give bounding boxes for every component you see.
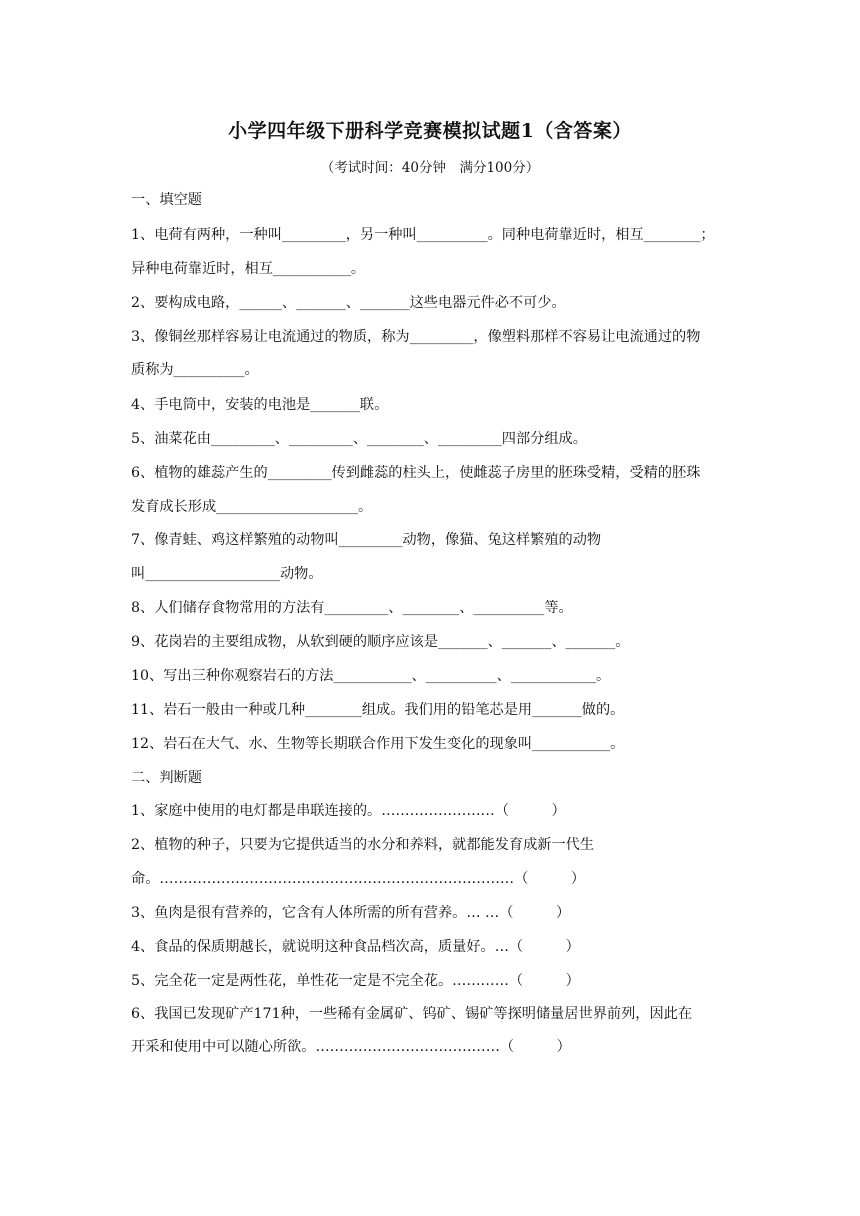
question-line: 9、花岗岩的主要组成物，从软到硬的顺序应该是_______、_______、_______。: [131, 634, 630, 650]
judge-line: 1、家庭中使用的电灯都是串联连接的。……………………（ ）: [131, 803, 566, 819]
question-line: 11、岩石一般由一种或几种________组成。我们用的铅笔芯是用_______做的。: [131, 702, 625, 718]
judge-line: 命。…………………………………………………………………（ ）: [131, 871, 586, 887]
question-line: 8、人们储存食物常用的方法有_________、________、__________等。: [131, 600, 573, 616]
question-line: 4、手电筒中，安装的电池是_______联。: [131, 397, 389, 413]
judge-line: 6、我国已发现矿产171种，一些稀有金属矿、钨矿、锡矿等探明储量居世界前列，因此在: [131, 1006, 693, 1022]
question-line: 异种电荷靠近时，相互___________。: [131, 261, 366, 277]
question-line: 1、电荷有两种，一种叫_________，另一种叫__________。同种电荷靠近时，相互________；: [131, 227, 715, 243]
judge-line: 开采和使用中可以随心所欲。…………………………………（ ）: [131, 1039, 571, 1055]
judge-line: 5、完全花一定是两性花，单性花一定是不完全花。…………（ ）: [131, 973, 580, 989]
judge-line: 2、植物的种子，只要为它提供适当的水分和养料，就都能发育成新一代生: [131, 837, 595, 853]
question-line: 2、要构成电路，______、_______、_______这些电器元件必不可少。: [131, 295, 566, 311]
section-heading-fill: 一、填空题: [131, 192, 202, 208]
question-line: 5、油菜花由_________、_________、________、_________四部分组成。: [131, 431, 587, 447]
section-heading-judge: 二、判断题: [131, 770, 202, 786]
question-line: 10、写出三种你观察岩石的方法___________、__________、____________。: [131, 668, 611, 684]
question-line: 12、岩石在大气、水、生物等长期联合作用下发生变化的现象叫___________。: [131, 736, 625, 752]
judge-line: 4、食品的保质期越长，就说明这种食品档次高，质量好。…（ ）: [131, 939, 580, 955]
page-title: 小学四年级下册科学竞赛模拟试题1（含答案）: [228, 120, 632, 142]
judge-line: 3、鱼肉是很有营养的，它含有人体所需的所有营养。… …（ ）: [131, 905, 571, 921]
question-line: 发育成长形成____________________。: [131, 499, 373, 515]
exam-info: （考试时间：40分钟 满分100分）: [320, 160, 540, 176]
question-line: 质称为__________。: [131, 362, 259, 378]
question-line: 7、像青蛙、鸡这样繁殖的动物叫_________动物，像猫、兔这样繁殖的动物: [131, 532, 602, 548]
question-line: 6、植物的雄蕊产生的_________传到雌蕊的柱头上，使雌蕊子房里的胚珠受精，受精的胚珠: [131, 465, 701, 481]
question-line: 叫___________________动物。: [131, 566, 323, 582]
question-line: 3、像铜丝那样容易让电流通过的物质，称为_________，像塑料那样不容易让电流通过的物: [131, 329, 701, 345]
